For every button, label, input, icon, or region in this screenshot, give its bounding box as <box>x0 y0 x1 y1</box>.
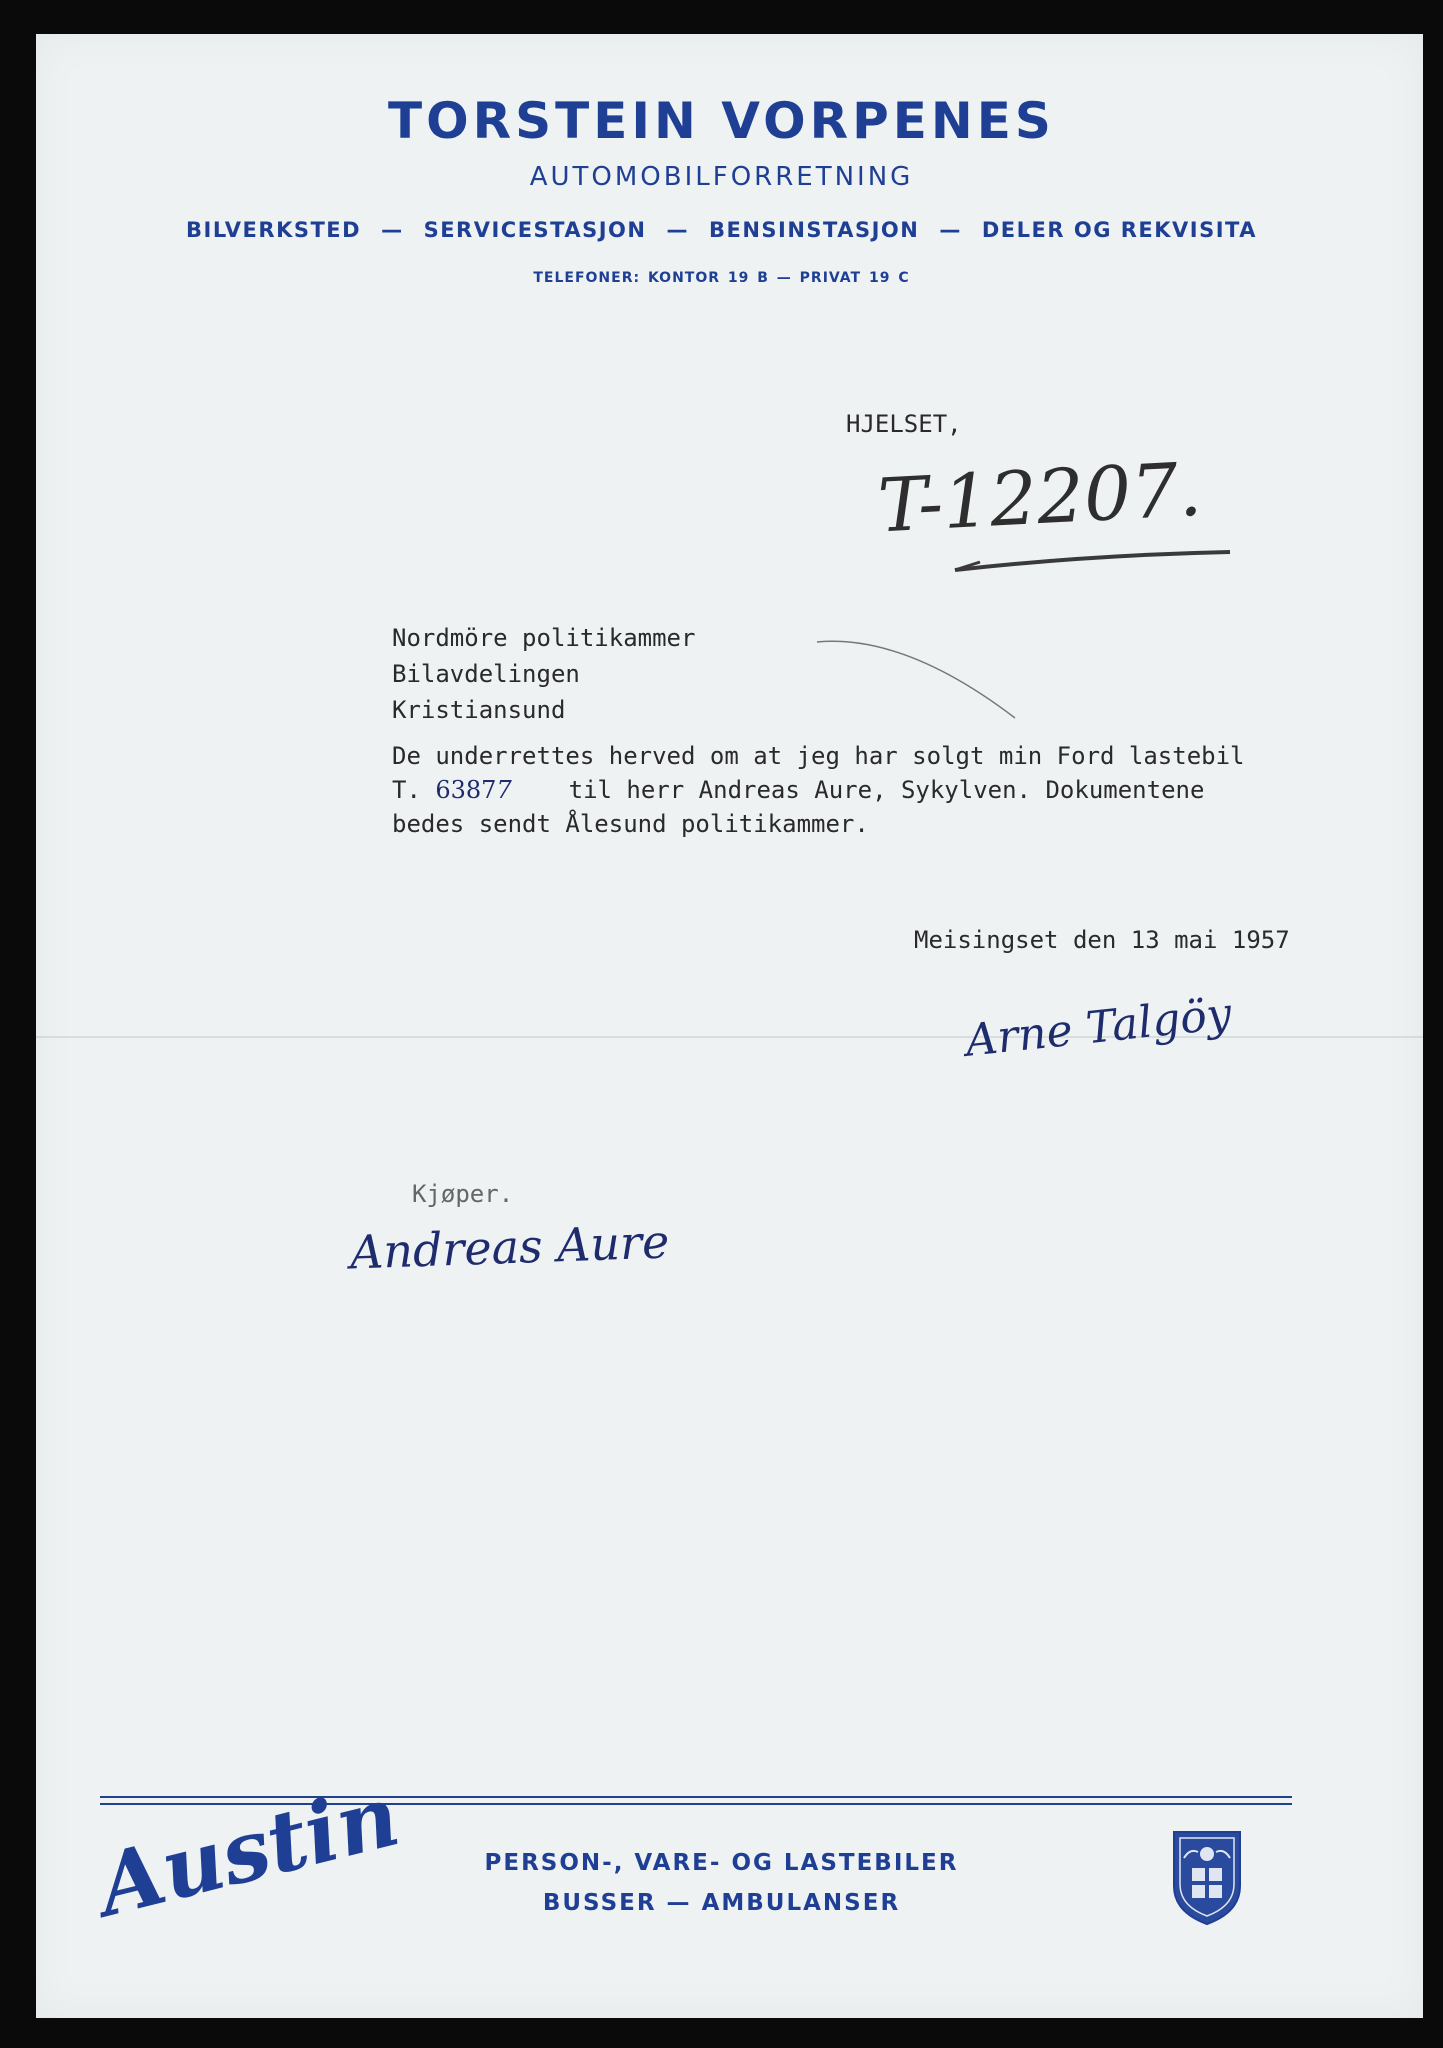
crest-icon <box>1170 1828 1244 1926</box>
reference-number: T-12207. <box>875 446 1204 550</box>
body-line-2-end: Dokumentene <box>1045 776 1205 804</box>
buyer-signature: Andreas Aure <box>349 1214 671 1280</box>
service-separator: — <box>939 218 962 242</box>
reference-underline <box>950 540 1240 580</box>
service-item: DELER OG REKVISITA <box>981 218 1257 242</box>
date-place: Meisingset den <box>914 926 1117 954</box>
recipient-line-1: Nordmöre politikammer <box>392 624 696 652</box>
pencil-stroke <box>815 638 1025 728</box>
recipient-line-3: Kristiansund <box>392 696 566 724</box>
service-separator: — <box>381 218 404 242</box>
service-item: BILVERKSTED <box>186 218 362 242</box>
place-heading: HJELSET, <box>846 410 962 438</box>
service-item: SERVICESTASJON <box>423 218 647 242</box>
company-subtitle: AUTOMOBILFORRETNING <box>529 162 914 192</box>
buyer-intro: til herr <box>568 776 685 804</box>
phone-numbers: TELEFONER: KONTOR 19 B — PRIVAT 19 C <box>533 270 910 286</box>
footer-line-2: BUSSER — AMBULANSER <box>542 1890 901 1916</box>
date-line <box>914 926 1290 954</box>
company-name: TORSTEIN VORPENES <box>388 92 1055 150</box>
service-separator: — <box>666 218 689 242</box>
body-line-1: De underrettes herved om at jeg har solgt min Ford lastebil <box>392 742 1245 770</box>
plate-correction: 7 <box>496 776 512 804</box>
body-line-3: bedes sendt Ålesund politikammer. <box>392 810 869 838</box>
austin-logo: Austin <box>88 1765 409 1936</box>
date-value: 13 mai 1957 <box>1130 926 1290 954</box>
footer-line-1: PERSON-, VARE- OG LASTEBILER <box>484 1850 959 1876</box>
services-line <box>0 218 1443 242</box>
service-item: BENSINSTASJON <box>708 218 920 242</box>
plate-number: 6387 <box>435 776 497 804</box>
buyer-label: Kjøper. <box>412 1180 514 1208</box>
plate-prefix: T. <box>392 776 421 804</box>
body-line-2 <box>392 776 1204 804</box>
recipient-line-2: Bilavdelingen <box>392 660 580 688</box>
buyer-name: Andreas Aure, Sykylven. <box>698 776 1032 804</box>
seller-signature: Arne Talgöy <box>963 988 1234 1067</box>
